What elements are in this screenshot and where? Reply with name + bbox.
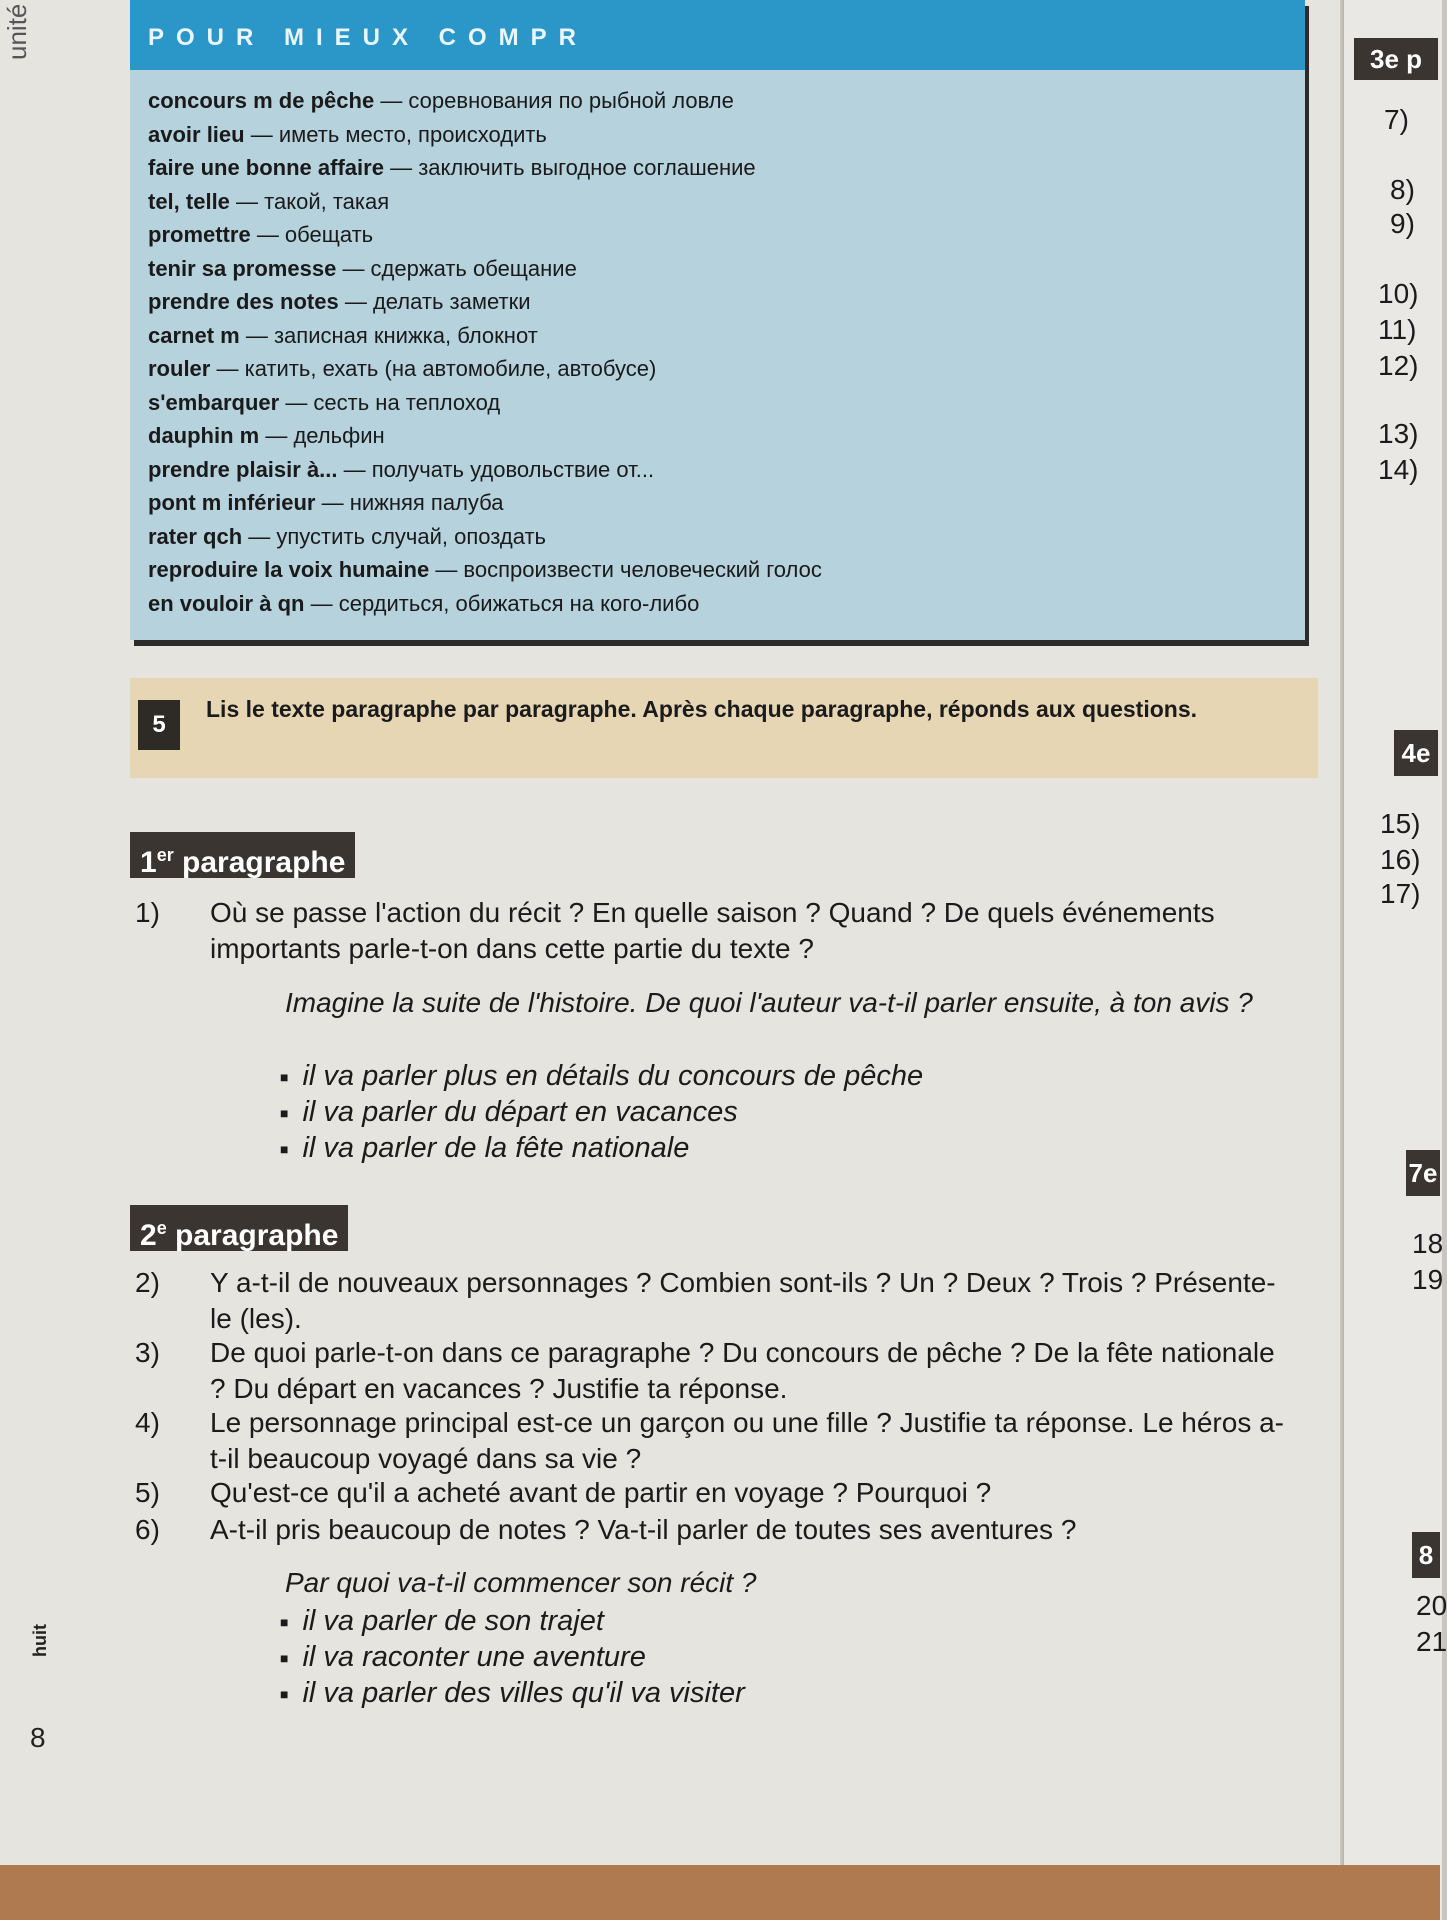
question-text: Où se passe l'action du récit ? En quelle saison ? Quand ? De quels événements importants parle-t-on dans cette partie du texte ? (210, 897, 1215, 964)
vocab-term: tenir sa promesse (148, 255, 337, 281)
vocab-item (148, 591, 822, 625)
vocabulary-list (148, 88, 822, 624)
question-number: 4) (135, 1407, 160, 1438)
question-number: 6) (135, 1514, 160, 1545)
option-item: ■ il va parler du départ en vacances (280, 1096, 923, 1132)
page-margin (0, 0, 100, 1920)
vocab-term: s'embarquer (148, 389, 280, 415)
question-3 (135, 1335, 1285, 1407)
vocab-translation: — делать заметки (344, 289, 531, 314)
vocab-translation: — сесть на теплоход (285, 389, 501, 415)
vocab-term: avoir lieu (148, 121, 245, 147)
question-1 (135, 895, 1285, 975)
vocab-translation: — заключить выгодное соглашение (390, 155, 756, 180)
question-number: 5) (135, 1477, 160, 1508)
paragraph-2-prompt: Par quoi va-t-il commencer son récit ? (285, 1567, 757, 1598)
option-item: ■ il va raconter une aventure (280, 1641, 745, 1677)
label-word: paragraphe (175, 1219, 339, 1252)
vocab-item (148, 222, 822, 256)
side-number: 17) (1380, 878, 1421, 909)
vocab-item (148, 457, 822, 491)
vocab-item (148, 557, 822, 591)
paragraph-2-label (130, 1205, 348, 1251)
question-number: 2) (135, 1267, 160, 1298)
vocab-item (148, 256, 822, 290)
vocab-translation: — иметь место, происходить (250, 121, 547, 147)
paragraph-2-options (280, 1605, 745, 1713)
question-text: A-t-il pris beaucoup de notes ? Va-t-il parler de toutes ses aventures ? (210, 1514, 1077, 1545)
vocab-term: carnet m (148, 322, 240, 348)
side-number: 21 (1416, 1626, 1447, 1657)
table-surface (0, 1865, 1440, 1920)
vocab-term: promettre (148, 222, 251, 247)
vocab-translation: — нижняя палуба (321, 490, 504, 515)
vocabulary-header (130, 0, 1305, 70)
label-number: 1 (140, 846, 157, 879)
side-number: 13) (1378, 418, 1419, 449)
page-word: huit (30, 1624, 50, 1657)
vocab-term: prendre des notes (148, 289, 339, 314)
task-number: 5 (138, 700, 180, 750)
question-text: Le personnage principal est-ce un garçon ou une fille ? Justifie ta réponse. Le héros a-t-il beaucoup voyagé dans sa vie ? (210, 1407, 1285, 1474)
vocab-term: en vouloir à qn (148, 590, 305, 616)
question-text: Qu'est-ce qu'il a acheté avant de partir en voyage ? Pourquoi ? (210, 1477, 992, 1508)
side-number: 20 (1416, 1590, 1447, 1621)
vocab-item (148, 122, 822, 156)
section-badge: 4e (1394, 730, 1438, 776)
side-number: 7) (1384, 104, 1409, 135)
vocab-translation: — сердиться, обижаться на кого-либо (310, 590, 700, 616)
option-item: ■ il va parler de son trajet (280, 1605, 745, 1641)
vocabulary-title: POUR MIEUX COMPR (148, 24, 589, 51)
label-ordinal: er (156, 845, 174, 865)
section-badge: 3e p (1354, 38, 1438, 80)
side-number: 11) (1378, 314, 1417, 345)
option-item: ■ il va parler de la fête nationale (280, 1132, 923, 1168)
vocab-translation: — дельфин (265, 423, 385, 448)
vocab-term: pont m inférieur (148, 490, 316, 515)
side-number: 12) (1378, 350, 1419, 381)
vocab-item (148, 323, 822, 357)
side-number: 19 (1412, 1264, 1444, 1295)
vocab-item (148, 289, 822, 323)
vocab-item (148, 155, 822, 189)
question-5 (135, 1475, 1285, 1511)
vocab-term: reproduire la voix humaine (148, 557, 430, 582)
question-text: De quoi parle-t-on dans ce paragraphe ? Du concours de pêche ? De la fête nationale ? Du départ en vacances ? Justifie ta réponse. (210, 1337, 1275, 1404)
vocab-item (148, 189, 822, 223)
paragraph-1-label (130, 832, 355, 878)
task-banner (130, 678, 1318, 778)
vocab-translation: — упустить случай, опоздать (248, 523, 546, 549)
label-ordinal: e (156, 1218, 167, 1238)
vocab-translation: — обещать (256, 222, 374, 247)
question-number: 1) (135, 897, 160, 928)
vocab-term: concours m de pêche (148, 88, 375, 113)
vocab-item (148, 524, 822, 558)
right-page-edge (1342, 0, 1447, 1920)
vocab-item (148, 356, 822, 390)
vocab-term: rouler (148, 356, 211, 381)
vocab-translation: — воспроизвести человеческий голос (435, 557, 822, 582)
label-word: paragraphe (182, 846, 346, 879)
vocab-translation: — получать удовольствие от... (343, 456, 655, 482)
unit-label: unité (2, 3, 32, 60)
side-number: 10) (1378, 278, 1419, 309)
vocab-translation: — записная книжка, блокнот (245, 322, 538, 348)
question-4 (135, 1405, 1285, 1477)
side-number: 15) (1380, 808, 1421, 839)
vocab-item (148, 390, 822, 424)
vocab-translation: — катить, ехать (на автомобиле, автобусе) (216, 356, 657, 381)
page-number: 8 (30, 1722, 46, 1753)
vocab-term: tel, telle (148, 188, 230, 214)
side-number: 18 (1412, 1228, 1444, 1259)
vocab-item (148, 88, 822, 122)
section-badge: 8 (1412, 1532, 1440, 1578)
side-number: 16) (1380, 844, 1421, 875)
section-badge: 7e (1406, 1150, 1440, 1196)
vocab-translation: — сдержать обещание (342, 255, 577, 281)
vocab-translation: — соревнования по рыбной ловле (380, 88, 734, 113)
vocab-translation: — такой, такая (236, 188, 390, 214)
vocab-item (148, 490, 822, 524)
question-6 (135, 1512, 1285, 1548)
option-item: ■ il va parler des villes qu'il va visiter (280, 1677, 745, 1713)
label-number: 2 (140, 1219, 157, 1252)
vocab-term: faire une bonne affaire (148, 155, 384, 180)
question-number: 3) (135, 1337, 160, 1368)
task-instruction: Lis le texte paragraphe par paragraphe. Après chaque paragraphe, réponds aux questions. (206, 696, 1197, 722)
vocab-term: rater qch (148, 523, 243, 549)
imagine-prompt: Imagine la suite de l'histoire. De quoi l'auteur va-t-il parler ensuite, à ton avis ? (285, 987, 1253, 1018)
question-2 (135, 1265, 1285, 1337)
vocab-term: prendre plaisir à... (148, 456, 338, 482)
side-number: 8) (1390, 174, 1415, 205)
vocab-term: dauphin m (148, 423, 260, 448)
question-text: Y a-t-il de nouveaux personnages ? Combien sont-ils ? Un ? Deux ? Trois ? Présente-le (les). (210, 1267, 1276, 1334)
vocabulary-box (130, 0, 1305, 640)
vocab-item (148, 423, 822, 457)
paragraph-1-options (280, 1060, 923, 1168)
side-number: 9) (1390, 208, 1415, 239)
option-item: ■ il va parler plus en détails du concours de pêche (280, 1060, 923, 1096)
side-number: 14) (1378, 454, 1419, 485)
